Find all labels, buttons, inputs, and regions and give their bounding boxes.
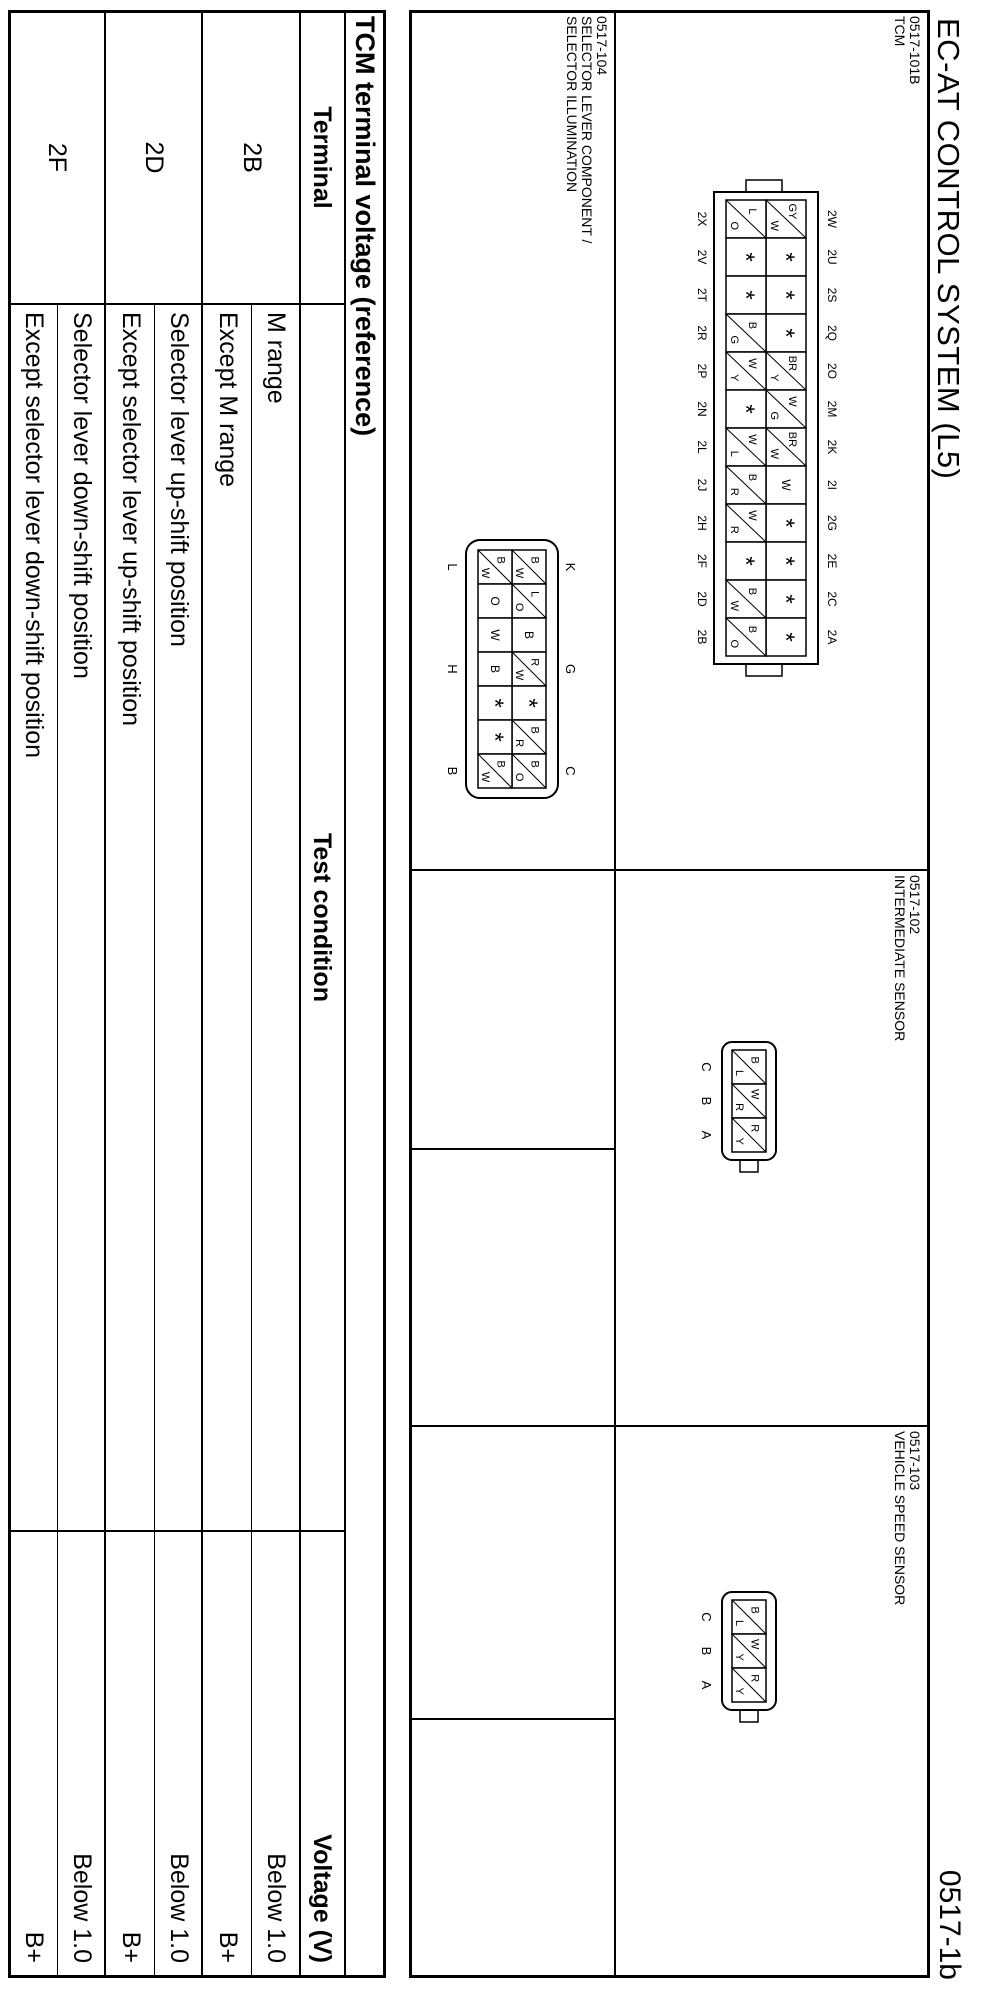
pin-number-label: 2S xyxy=(825,287,839,303)
page-number: 0517-1b xyxy=(933,1869,966,1980)
pin-number-label: B xyxy=(699,1096,714,1106)
header-test-condition: Test condition xyxy=(308,833,336,1002)
connector-lock xyxy=(740,1710,758,1722)
tcm-connector-diagram xyxy=(636,160,866,720)
pin-number-label: A xyxy=(699,1680,714,1690)
pin-unused-mark: * xyxy=(732,252,759,262)
voltage-cell: B+ xyxy=(214,1931,242,1963)
pin-unused-mark: * xyxy=(515,698,542,708)
terminal-cell: 2B xyxy=(238,142,266,173)
pin-color-label: W xyxy=(727,600,740,612)
connector-tab xyxy=(746,180,782,192)
pin-number-label: 2J xyxy=(695,478,709,492)
pin-color-label: W xyxy=(746,358,759,369)
terminal-cell: 2D xyxy=(140,141,168,174)
pin-color-label: W xyxy=(767,220,780,232)
pin-number-label: B xyxy=(445,766,460,776)
pin-color-label: L xyxy=(733,1620,746,1627)
pin-number-label: 2E xyxy=(825,553,839,569)
pin-number-label: 2G xyxy=(825,514,839,532)
pin-color-label: L xyxy=(746,208,759,215)
pin-number-label: 2W xyxy=(825,210,839,228)
pin-number-label: 2C xyxy=(825,591,839,607)
page-title: EC-AT CONTROL SYSTEM (L5) xyxy=(931,18,966,480)
pin-number-label: 2N xyxy=(695,401,709,417)
pin-unused-mark: * xyxy=(481,698,508,708)
intermediate-sensor-code: 0517-102 xyxy=(907,875,923,935)
pin-color-label: Y xyxy=(767,374,780,382)
pin-color-label: R xyxy=(733,1103,746,1112)
pin-color-label: W xyxy=(748,1639,761,1650)
selector-lever-name: SELECTOR LEVER COMPONENT / xyxy=(579,16,595,244)
pin-color-label: Y xyxy=(727,374,740,382)
pin-color-label: O xyxy=(513,602,526,612)
pin-color-label: B xyxy=(522,630,536,640)
pin-color-label: R xyxy=(513,739,526,748)
selector-lever-code: 0517-104 xyxy=(594,16,610,76)
vehicle-speed-sensor-diagram xyxy=(686,1560,796,1760)
pin-color-label: BR xyxy=(786,355,799,372)
selector-lever-diagram xyxy=(416,520,586,820)
pin-unused-mark: * xyxy=(732,290,759,300)
pin-color-label: B xyxy=(488,664,502,674)
pin-number-label: 2K xyxy=(825,439,839,455)
pin-unused-mark: * xyxy=(772,556,799,566)
pin-unused-mark: * xyxy=(772,632,799,642)
voltage-cell: Below 1.0 xyxy=(165,1853,193,1963)
condition-cell: Except M range xyxy=(214,312,242,488)
pin-color-label: W xyxy=(746,434,759,445)
tcm-connector-code: 0517-101B xyxy=(907,16,923,85)
pin-color-label: W xyxy=(488,629,502,641)
terminal-cell: 2F xyxy=(43,142,71,173)
pin-color-label: B xyxy=(746,587,759,596)
pin-number-label: 2V xyxy=(695,249,709,265)
header-terminal: Terminal xyxy=(308,106,336,209)
condition-cell: Selector lever down-shift position xyxy=(68,312,96,679)
voltage-cell: Below 1.0 xyxy=(262,1853,290,1963)
connector-lock xyxy=(740,1160,758,1172)
vehicle-speed-sensor-code: 0517-103 xyxy=(907,1431,923,1491)
pin-unused-mark: * xyxy=(772,328,799,338)
pin-number-label: 2O xyxy=(825,362,839,380)
pin-color-label: Y xyxy=(733,1653,746,1661)
pin-number-label: 2T xyxy=(695,287,709,303)
pin-color-label: L xyxy=(733,1070,746,1077)
pin-number-label: G xyxy=(563,663,578,675)
pin-color-label: B xyxy=(746,625,759,634)
pin-number-label: C xyxy=(699,1612,714,1622)
pin-color-label: B xyxy=(528,760,541,768)
pin-color-label: B xyxy=(748,1056,761,1064)
condition-cell: M range xyxy=(262,312,290,404)
pin-color-label: BR xyxy=(786,431,799,448)
pin-unused-mark: * xyxy=(732,556,759,566)
pin-color-label: B xyxy=(746,473,759,482)
header-voltage: Voltage (V) xyxy=(308,1834,336,1963)
selector-lever-name-line2: SELECTOR ILLUMINATION xyxy=(564,16,580,193)
pin-color-label: W xyxy=(479,771,492,783)
pin-number-label: 2A xyxy=(825,629,839,645)
pin-number-label: 2H xyxy=(695,515,709,531)
pin-number-label: C xyxy=(563,766,578,776)
pin-color-label: G xyxy=(767,411,780,421)
pin-color-label: O xyxy=(727,639,740,649)
pin-color-label: L xyxy=(528,591,541,598)
pin-color-label: W xyxy=(779,479,793,491)
pin-number-label: 2B xyxy=(695,629,709,645)
pin-color-label: R xyxy=(748,1124,761,1133)
pin-color-label: Y xyxy=(733,1687,746,1695)
pin-color-label: W xyxy=(746,510,759,521)
pin-color-label: O xyxy=(513,772,526,782)
pin-unused-mark: * xyxy=(772,518,799,528)
pin-number-label: 2P xyxy=(695,363,709,379)
pin-unused-mark: * xyxy=(732,404,759,414)
pin-number-label: L xyxy=(445,563,460,571)
voltage-cell: B+ xyxy=(117,1931,145,1963)
table-title: TCM terminal voltage (reference) xyxy=(350,16,380,437)
tcm-connector-name: TCM xyxy=(892,16,908,47)
pin-color-label: R xyxy=(727,487,740,496)
pin-number-label: B xyxy=(699,1646,714,1656)
pin-number-label: 2L xyxy=(695,440,709,454)
pin-number-label: 2D xyxy=(695,591,709,607)
pin-number-label: 2U xyxy=(825,249,839,265)
pin-color-label: B xyxy=(746,321,759,330)
pin-color-label: G xyxy=(727,335,740,345)
pin-color-label: Y xyxy=(733,1137,746,1145)
pin-number-label: A xyxy=(699,1130,714,1140)
pin-color-label: R xyxy=(727,525,740,534)
pin-unused-mark: * xyxy=(772,594,799,604)
pin-color-label: B xyxy=(528,726,541,734)
pin-number-label: 2X xyxy=(695,211,709,227)
pin-number-label: C xyxy=(699,1062,714,1072)
pin-color-label: L xyxy=(727,450,740,457)
pin-color-label: O xyxy=(727,221,740,231)
pin-number-label: 2F xyxy=(695,553,709,569)
pin-color-label: W xyxy=(479,567,492,579)
pin-unused-mark: * xyxy=(772,290,799,300)
pin-number-label: 2M xyxy=(825,400,839,418)
intermediate-sensor-diagram xyxy=(686,1010,796,1210)
pin-unused-mark: * xyxy=(481,732,508,742)
voltage-cell: B+ xyxy=(20,1931,48,1963)
pin-color-label: O xyxy=(488,596,502,606)
pin-number-label: H xyxy=(445,664,460,674)
pin-number-label: 2R xyxy=(695,325,709,341)
pin-color-label: B xyxy=(528,556,541,564)
pin-unused-mark: * xyxy=(772,252,799,262)
pin-number-label: K xyxy=(563,562,578,572)
connector-tab xyxy=(746,664,782,676)
condition-cell: Except selector lever up-shift position xyxy=(117,312,145,727)
pin-color-label: B xyxy=(748,1606,761,1614)
vehicle-speed-sensor-name: VEHICLE SPEED SENSOR xyxy=(892,1431,908,1606)
pin-color-label: R xyxy=(528,658,541,667)
condition-cell: Except selector lever down-shift position xyxy=(20,312,48,759)
condition-cell: Selector lever up-shift position xyxy=(165,312,193,647)
pin-number-label: 2I xyxy=(825,479,839,491)
intermediate-sensor-name: INTERMEDIATE SENSOR xyxy=(892,875,908,1042)
pin-color-label: R xyxy=(748,1674,761,1683)
voltage-cell: Below 1.0 xyxy=(68,1853,96,1963)
pin-color-label: GY xyxy=(786,203,799,220)
pin-color-label: W xyxy=(767,448,780,460)
pin-color-label: W xyxy=(513,567,526,579)
pin-color-label: B xyxy=(494,760,507,768)
pin-color-label: B xyxy=(494,556,507,564)
pin-color-label: W xyxy=(748,1089,761,1100)
pin-color-label: W xyxy=(513,669,526,681)
pin-number-label: 2Q xyxy=(825,324,839,342)
pin-color-label: W xyxy=(786,396,799,407)
